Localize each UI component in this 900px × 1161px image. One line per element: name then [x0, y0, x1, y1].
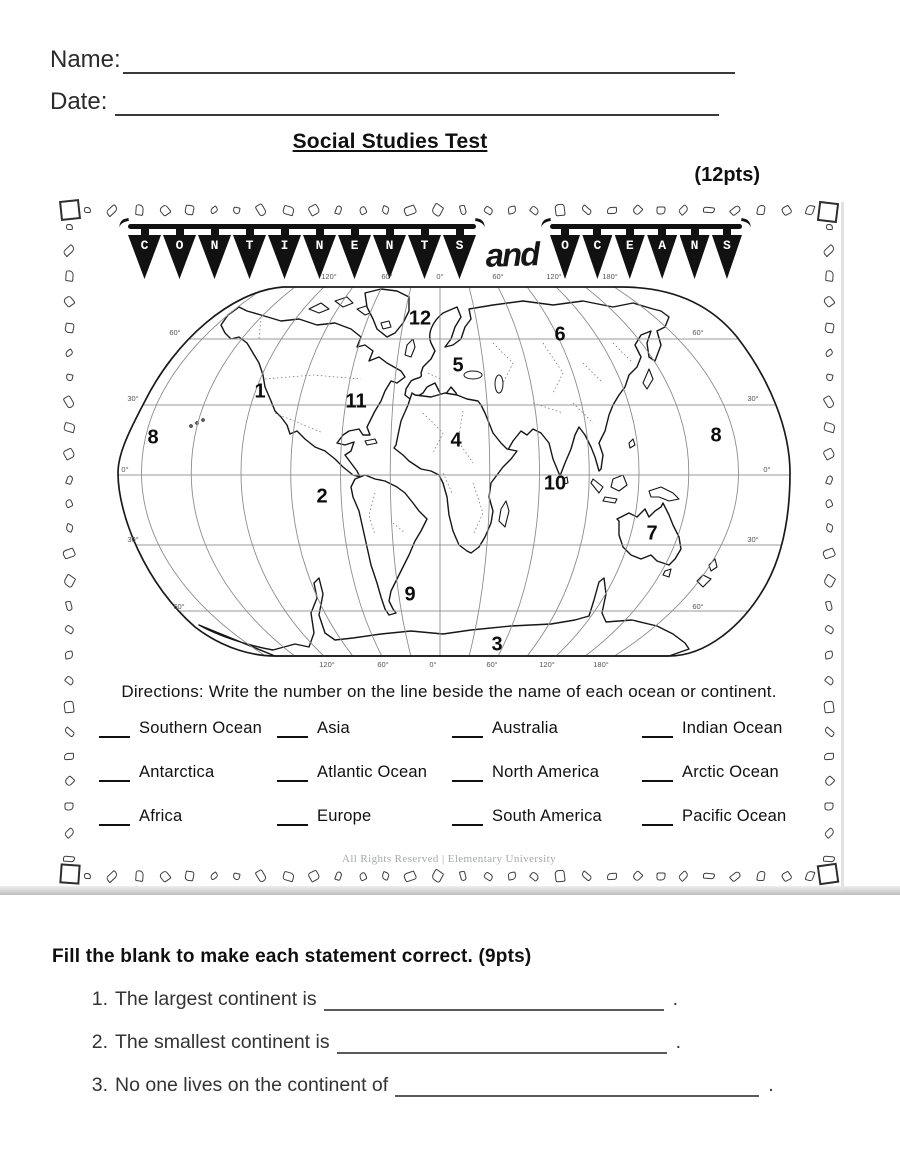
confetti-shape — [756, 871, 766, 881]
map-continents — [190, 289, 717, 656]
answer-blank-line — [99, 721, 130, 738]
answer-label: Asia — [317, 719, 350, 737]
answer-item — [452, 807, 642, 826]
confetti-shape — [65, 475, 74, 485]
map-axis-label: 180° — [593, 660, 609, 669]
confetti-shape — [822, 395, 835, 409]
points-label: (12pts) — [694, 164, 760, 186]
confetti-shape — [63, 625, 75, 635]
confetti-shape — [184, 870, 195, 881]
answer-item — [642, 719, 811, 738]
confetti-shape — [821, 548, 836, 560]
answer-item — [452, 763, 642, 782]
answer-item — [277, 763, 452, 782]
map-axis-label: 60° — [173, 602, 185, 611]
confetti-shape — [307, 203, 321, 216]
confetti-shape — [824, 498, 833, 509]
pennant-letter: I — [280, 238, 289, 253]
answer-item — [642, 763, 811, 782]
answer-blank-line — [642, 765, 673, 782]
confetti-shape — [62, 573, 75, 588]
confetti-shape — [335, 205, 344, 215]
name-field-row — [50, 46, 735, 74]
confetti-shape — [824, 349, 834, 359]
pennant-tab — [176, 229, 184, 235]
confetti-shape — [209, 205, 219, 215]
question-blank-line — [395, 1078, 759, 1097]
map-axis-label: 0° — [121, 465, 129, 474]
confetti-shape — [507, 871, 516, 880]
answer-blank-line — [642, 721, 673, 738]
map-number: 4 — [450, 429, 462, 452]
confetti-shape — [529, 204, 540, 215]
map-axis-label: 60° — [692, 328, 704, 337]
confetti-shape — [106, 869, 119, 883]
pennant-tab — [723, 229, 731, 235]
confetti-shape — [63, 422, 76, 434]
map-axis-label: 0° — [763, 465, 771, 474]
confetti-shape — [63, 727, 75, 739]
confetti-shape — [65, 373, 73, 381]
confetti-shape — [825, 650, 834, 659]
confetti-border-bottom — [84, 866, 814, 886]
confetti-shape — [307, 869, 321, 882]
map-number: 7 — [646, 522, 658, 545]
map-number: 11 — [345, 390, 367, 413]
map-axis-label: 0° — [436, 272, 444, 281]
date-label: Date: — [50, 88, 108, 115]
map-axis-label: 120° — [546, 272, 562, 281]
answer-blank-line — [452, 765, 483, 782]
confetti-shape — [64, 803, 73, 811]
confetti-shape — [158, 870, 172, 883]
date-blank-line — [115, 94, 719, 116]
answer-blank-line — [277, 809, 308, 826]
confetti-border-left — [59, 224, 79, 862]
pennant-letter: T — [245, 238, 254, 253]
confetti-shape — [823, 775, 835, 787]
confetti-shape — [62, 295, 76, 308]
confetti-shape — [62, 395, 75, 409]
pennant-letter: N — [690, 238, 699, 253]
world-map — [113, 269, 795, 670]
confetti-shape — [358, 871, 367, 882]
confetti-shape — [459, 871, 468, 882]
pennant-tab — [691, 229, 699, 235]
scan-edge-band — [0, 886, 900, 895]
confetti-shape — [823, 422, 836, 434]
confetti-shape — [282, 204, 295, 216]
map-number: 10 — [543, 472, 567, 495]
confetti-shape — [631, 204, 643, 216]
date-field-row — [50, 88, 719, 116]
answer-item — [99, 763, 277, 782]
confetti-shape — [64, 498, 73, 509]
pennant-tab — [561, 229, 569, 235]
confetti-shape — [825, 601, 834, 612]
confetti-shape — [255, 869, 268, 883]
answer-blank-line — [99, 765, 130, 782]
confetti-shape — [135, 204, 144, 216]
confetti-shape — [482, 871, 494, 881]
map-axis-label: 180° — [602, 272, 618, 281]
confetti-shape — [431, 202, 444, 217]
confetti-shape — [822, 295, 836, 308]
question-period: . — [768, 1074, 774, 1096]
confetti-shape — [106, 203, 119, 217]
answer-item — [99, 807, 277, 826]
confetti-shape — [823, 727, 835, 739]
answer-label: Indian Ocean — [682, 719, 783, 737]
confetti-shape — [232, 872, 240, 880]
map-axis-label: 120° — [319, 660, 335, 669]
confetti-corner — [59, 199, 81, 221]
answer-bank — [99, 719, 811, 826]
answer-blank-line — [452, 809, 483, 826]
pennant-letter: C — [593, 238, 602, 253]
confetti-shape — [135, 870, 144, 882]
confetti-corner — [59, 863, 80, 884]
pennant-letter: C — [140, 238, 149, 253]
map-axis-label: 60° — [692, 602, 704, 611]
map-number: 12 — [408, 307, 432, 330]
confetti-shape — [703, 872, 715, 879]
answer-label: Africa — [139, 807, 183, 825]
map-number: 8 — [147, 426, 159, 449]
scan-edge-line — [841, 202, 844, 890]
answer-blank-line — [99, 809, 130, 826]
directions-text: Directions: Write the number on the line beside the name of each ocean or continent. — [121, 682, 777, 701]
question-row — [84, 1031, 774, 1054]
map-number: 1 — [254, 380, 266, 403]
confetti-shape — [823, 701, 834, 714]
map-number: 3 — [491, 633, 503, 656]
pennant-tab — [211, 229, 219, 235]
answer-label: Antarctica — [139, 763, 215, 781]
confetti-shape — [431, 868, 444, 883]
question-number: 1. — [91, 988, 108, 1010]
confetti-shape — [61, 548, 76, 560]
confetti-shape — [507, 205, 516, 214]
question-blank-line — [324, 992, 664, 1011]
confetti-shape — [824, 752, 834, 760]
confetti-shape — [403, 870, 418, 882]
pennant-letter: S — [455, 238, 464, 253]
answer-label: Pacific Ocean — [682, 807, 787, 825]
confetti-shape — [63, 775, 75, 787]
confetti-border-right — [819, 224, 839, 862]
pennant-letter: S — [723, 238, 731, 253]
confetti-shape — [780, 204, 793, 216]
answer-blank-line — [277, 721, 308, 738]
fill-blank-heading: Fill the blank to make each statement correct. (9pts) — [52, 946, 532, 967]
answer-label: Atlantic Ocean — [317, 763, 428, 781]
question-text: No one lives on the continent of — [115, 1074, 389, 1096]
name-label: Name: — [50, 46, 121, 73]
confetti-shape — [780, 870, 793, 882]
pennant-tab — [316, 229, 324, 235]
pennant-tab — [658, 229, 666, 235]
pennant-tab — [626, 229, 634, 235]
confetti-shape — [64, 349, 74, 359]
map-axis-label: 60° — [381, 272, 393, 281]
confetti-shape — [825, 475, 834, 485]
answer-item — [642, 807, 811, 826]
confetti-shape — [703, 206, 715, 213]
confetti-shape — [607, 872, 617, 880]
pennant-tab — [456, 229, 464, 235]
pennant-tab — [351, 229, 359, 235]
pennant-letter: E — [350, 238, 359, 253]
confetti-shape — [84, 873, 92, 879]
map-axis-label: 30° — [127, 394, 139, 403]
confetti-shape — [678, 870, 690, 882]
map-number: 2 — [316, 485, 328, 508]
worksheet-frame — [58, 198, 840, 888]
confetti-corner — [817, 863, 840, 886]
answer-blank-line — [277, 765, 308, 782]
question-row — [84, 1074, 774, 1097]
map-number: 9 — [404, 583, 416, 606]
answer-item — [277, 807, 452, 826]
answer-blank-line — [452, 721, 483, 738]
answer-label: Southern Ocean — [139, 719, 262, 737]
answer-item — [277, 719, 452, 738]
answer-label: Europe — [317, 807, 372, 825]
pennant-letter: O — [175, 238, 184, 253]
confetti-shape — [554, 204, 565, 217]
question-blank-line — [337, 1035, 667, 1054]
fill-blank-questions — [84, 988, 774, 1097]
confetti-shape — [656, 206, 665, 214]
confetti-shape — [822, 573, 835, 588]
confetti-border-top — [84, 200, 814, 220]
confetti-shape — [823, 625, 835, 635]
pennant-letter: T — [420, 238, 429, 253]
confetti-shape — [358, 205, 367, 216]
confetti-shape — [209, 871, 219, 881]
confetti-shape — [825, 373, 833, 381]
confetti-shape — [656, 872, 665, 880]
confetti-shape — [824, 523, 833, 533]
confetti-shape — [804, 204, 815, 215]
map-number: 5 — [452, 354, 464, 377]
answer-label: Arctic Ocean — [682, 763, 779, 781]
confetti-shape — [631, 870, 643, 882]
confetti-shape — [64, 323, 75, 334]
confetti-shape — [62, 448, 76, 461]
confetti-shape — [84, 207, 92, 213]
confetti-shape — [482, 205, 494, 215]
pennant-tab — [281, 229, 289, 235]
pennant-letter: E — [625, 238, 634, 253]
pennant-letter: N — [210, 238, 219, 253]
question-period: . — [675, 1031, 682, 1053]
confetti-shape — [184, 204, 195, 215]
map-axis-label: 60° — [486, 660, 498, 669]
confetti-shape — [529, 870, 540, 881]
confetti-shape — [729, 870, 742, 882]
confetti-shape — [232, 206, 240, 214]
map-axis-label: 30° — [747, 394, 759, 403]
confetti-shape — [580, 204, 592, 216]
confetti-shape — [678, 204, 690, 216]
map-axis-label: 30° — [747, 535, 759, 544]
confetti-shape — [756, 205, 766, 215]
pennant-letter: O — [561, 238, 569, 253]
confetti-shape — [63, 827, 75, 839]
pennant-tab — [141, 229, 149, 235]
map-number: 8 — [710, 424, 722, 447]
confetti-shape — [65, 601, 74, 612]
confetti-shape — [554, 870, 565, 883]
watermark-text: All Rights Reserved | Elementary University — [341, 853, 556, 865]
question-text: The largest continent is — [115, 988, 317, 1010]
pennant-letter: A — [658, 238, 667, 253]
confetti-corner — [817, 201, 839, 223]
confetti-shape — [381, 205, 390, 215]
confetti-shape — [335, 871, 344, 881]
answer-item — [99, 719, 277, 738]
question-period: . — [672, 988, 679, 1010]
banner-connector-word: and — [485, 235, 539, 274]
pennant-letter: N — [385, 238, 394, 253]
map-axis-label: 60° — [377, 660, 389, 669]
map-number: 6 — [554, 323, 566, 346]
confetti-shape — [607, 206, 617, 214]
confetti-shape — [580, 870, 592, 882]
confetti-shape — [255, 203, 268, 217]
confetti-shape — [282, 870, 295, 882]
confetti-shape — [823, 827, 835, 839]
pennant-tab — [593, 229, 601, 235]
answer-label: South America — [492, 807, 602, 825]
map-axis-label: 0° — [429, 660, 437, 669]
map-axis-label: 60° — [492, 272, 504, 281]
confetti-shape — [64, 752, 74, 760]
map-axis-label: 60° — [169, 328, 181, 337]
confetti-shape — [65, 650, 74, 659]
page-title: Social Studies Test — [292, 130, 488, 153]
answer-label: North America — [492, 763, 600, 781]
map-axis-label: 120° — [321, 272, 337, 281]
question-row — [84, 988, 774, 1011]
answer-label: Australia — [492, 719, 558, 737]
confetti-shape — [459, 205, 468, 216]
question-text: The smallest continent is — [115, 1031, 330, 1053]
question-number: 2. — [91, 1031, 108, 1053]
pennant-letter: N — [315, 238, 324, 253]
map-axis-label: 30° — [127, 535, 139, 544]
confetti-shape — [804, 870, 815, 881]
pennant-tab — [386, 229, 394, 235]
confetti-shape — [822, 448, 836, 461]
answer-blank-line — [642, 809, 673, 826]
confetti-shape — [64, 523, 73, 533]
confetti-shape — [824, 323, 835, 334]
confetti-shape — [158, 204, 172, 217]
map-axis-label: 120° — [539, 660, 555, 669]
name-blank-line — [123, 52, 735, 74]
confetti-shape — [63, 701, 74, 714]
confetti-shape — [729, 204, 742, 216]
confetti-shape — [403, 204, 418, 216]
pennant-tab — [246, 229, 254, 235]
answer-item — [452, 719, 642, 738]
confetti-shape — [381, 871, 390, 881]
pennant-tab — [421, 229, 429, 235]
question-number: 3. — [91, 1074, 108, 1096]
confetti-shape — [824, 803, 833, 811]
